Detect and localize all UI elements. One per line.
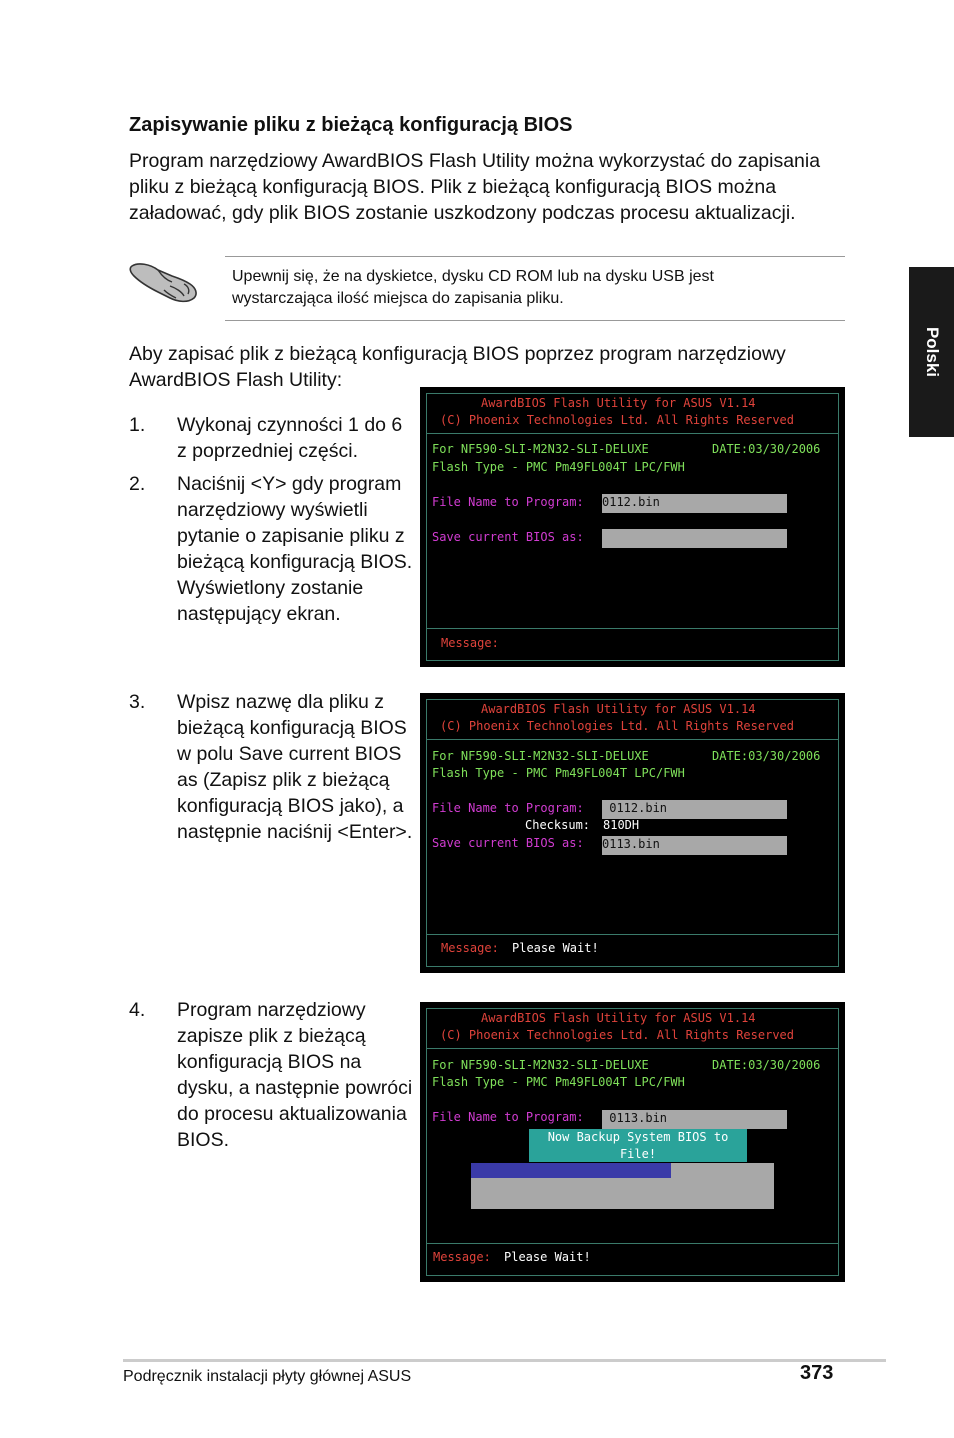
bios-flash-type: Flash Type - PMC Pm49FL004T LPC/FWH	[432, 460, 685, 474]
para2-line: Aby zapisać plik z bieżącą konfiguracją BIOS poprzez program narzędziowy	[129, 343, 786, 365]
step-line: as (Zapisz plik z bieżącą	[177, 769, 390, 791]
bios-date: DATE:03/30/2006	[712, 749, 821, 763]
footer-rule	[123, 1359, 886, 1362]
bios-date: DATE:03/30/2006	[712, 442, 821, 456]
bios-copyright: (C) Phoenix Technologies Ltd. All Rights Reserved	[440, 719, 795, 733]
language-side-tab	[909, 267, 954, 437]
step-number: 1.	[129, 414, 146, 436]
step-line: konfiguracją BIOS na	[177, 1051, 362, 1073]
step-line: do procesu aktualizowania	[177, 1103, 407, 1125]
para2-line: AwardBIOS Flash Utility:	[129, 369, 343, 391]
bios-screen-1	[420, 387, 845, 667]
step-line: Wpisz nazwę dla pliku z	[177, 691, 384, 713]
bios-copyright: (C) Phoenix Technologies Ltd. All Rights Reserved	[440, 1028, 795, 1042]
dialog-line: Now Backup System BIOS to	[547, 1130, 729, 1144]
note-line: wystarczająca ilość miejsca do zapisania pliku.	[232, 290, 564, 307]
intro-line: pliku z bieżącą konfiguracją BIOS. Plik z bieżącą konfiguracją BIOS można	[129, 176, 777, 198]
bios-board: For NF590-SLI-M2N32-SLI-DELUXE	[432, 1058, 649, 1072]
step-line: w polu Save current BIOS	[177, 743, 402, 765]
bios-divider	[426, 1048, 839, 1049]
step-4-text	[177, 997, 417, 1153]
step-line: Wykonaj czynności 1 do 6	[177, 414, 403, 436]
intro-line: Program narzędziowy AwardBIOS Flash Utility można wykorzystać do zapisania	[129, 150, 821, 172]
bios-flash-type: Flash Type - PMC Pm49FL004T LPC/FWH	[432, 1075, 685, 1089]
step-line: następnie naciśnij <Enter>.	[177, 821, 413, 843]
note-line: Upewnij się, że na dyskietce, dysku CD ROM lub na dysku USB jest	[232, 268, 714, 285]
step-line: pytanie o zapisanie pliku z	[177, 525, 405, 547]
progress-fill	[471, 1163, 671, 1178]
bios-screen-3	[420, 1002, 845, 1282]
footer-title: Podręcznik instalacji płyty głównej ASUS	[123, 1368, 412, 1385]
save-bios-field[interactable]: 0113.bin	[602, 836, 787, 855]
file-name-field[interactable]: 0113.bin	[602, 1110, 787, 1129]
backup-dialog	[529, 1129, 747, 1162]
bios-title: AwardBIOS Flash Utility for ASUS V1.14	[481, 702, 756, 716]
bios-title: AwardBIOS Flash Utility for ASUS V1.14	[481, 1011, 756, 1025]
step-line: bieżącą konfiguracją BIOS.	[177, 551, 413, 573]
save-bios-field[interactable]	[602, 529, 787, 548]
progress-bar	[471, 1163, 774, 1209]
step-number: 3.	[129, 691, 146, 713]
step-number: 2.	[129, 473, 146, 495]
save-bios-label: Save current BIOS as:	[432, 836, 584, 850]
step-2-text	[177, 471, 417, 627]
bios-board: For NF590-SLI-M2N32-SLI-DELUXE	[432, 749, 649, 763]
step-line: narzędziowy wyświetli	[177, 499, 368, 521]
bios-divider	[426, 1243, 839, 1244]
step-number: 4.	[129, 999, 146, 1021]
bios-screen-2	[420, 693, 845, 973]
step-line: konfiguracją BIOS jako), a	[177, 795, 404, 817]
bios-divider	[426, 934, 839, 935]
step-line: dysku, a następnie powróci	[177, 1077, 413, 1099]
step-line: Program narzędziowy	[177, 999, 366, 1021]
file-name-label: File Name to Program:	[432, 1110, 584, 1124]
note-hand-icon	[128, 256, 200, 306]
message-text: Please Wait!	[512, 941, 599, 955]
note-text	[232, 266, 832, 310]
checksum-value: 810DH	[603, 818, 640, 832]
step-3-text	[177, 689, 417, 845]
bios-divider	[426, 628, 839, 629]
bios-title: AwardBIOS Flash Utility for ASUS V1.14	[481, 396, 756, 410]
message-text: Please Wait!	[504, 1250, 591, 1264]
message-label: Message:	[433, 1250, 491, 1264]
instructions-paragraph	[129, 341, 829, 393]
step-1-text	[177, 412, 417, 464]
file-name-label: File Name to Program:	[432, 801, 584, 815]
step-line: bieżącą konfiguracją BIOS	[177, 717, 407, 739]
intro-line: załadować, gdy plik BIOS zostanie uszkodzony podczas procesu aktualizacji.	[129, 202, 796, 224]
side-tab-label: Polski	[922, 326, 942, 378]
bios-copyright: (C) Phoenix Technologies Ltd. All Rights Reserved	[440, 413, 795, 427]
bios-flash-type: Flash Type - PMC Pm49FL004T LPC/FWH	[432, 766, 685, 780]
step-line: Wyświetlony zostanie	[177, 577, 364, 599]
step-line: Naciśnij <Y> gdy program	[177, 473, 402, 495]
file-name-field[interactable]: 0112.bin	[602, 800, 787, 819]
bios-board: For NF590-SLI-M2N32-SLI-DELUXE	[432, 442, 649, 456]
intro-paragraph	[129, 148, 849, 226]
file-name-field[interactable]: 0112.bin	[602, 494, 787, 513]
bios-date: DATE:03/30/2006	[712, 1058, 821, 1072]
bios-divider	[426, 739, 839, 740]
step-line: zapisze plik z bieżącą	[177, 1025, 366, 1047]
dialog-line: File!	[619, 1147, 657, 1161]
file-name-label: File Name to Program:	[432, 495, 584, 509]
message-label: Message:	[441, 636, 499, 650]
step-line: BIOS.	[177, 1129, 230, 1151]
bios-divider	[426, 433, 839, 434]
step-line: następujący ekran.	[177, 603, 341, 625]
page-number: 373	[800, 1362, 834, 1384]
section-heading: Zapisywanie pliku z bieżącą konfiguracją BIOS	[129, 114, 573, 136]
save-bios-label: Save current BIOS as:	[432, 530, 584, 544]
message-label: Message:	[441, 941, 499, 955]
step-line: z poprzedniej części.	[177, 440, 359, 462]
checksum-label: Checksum:	[525, 818, 591, 832]
